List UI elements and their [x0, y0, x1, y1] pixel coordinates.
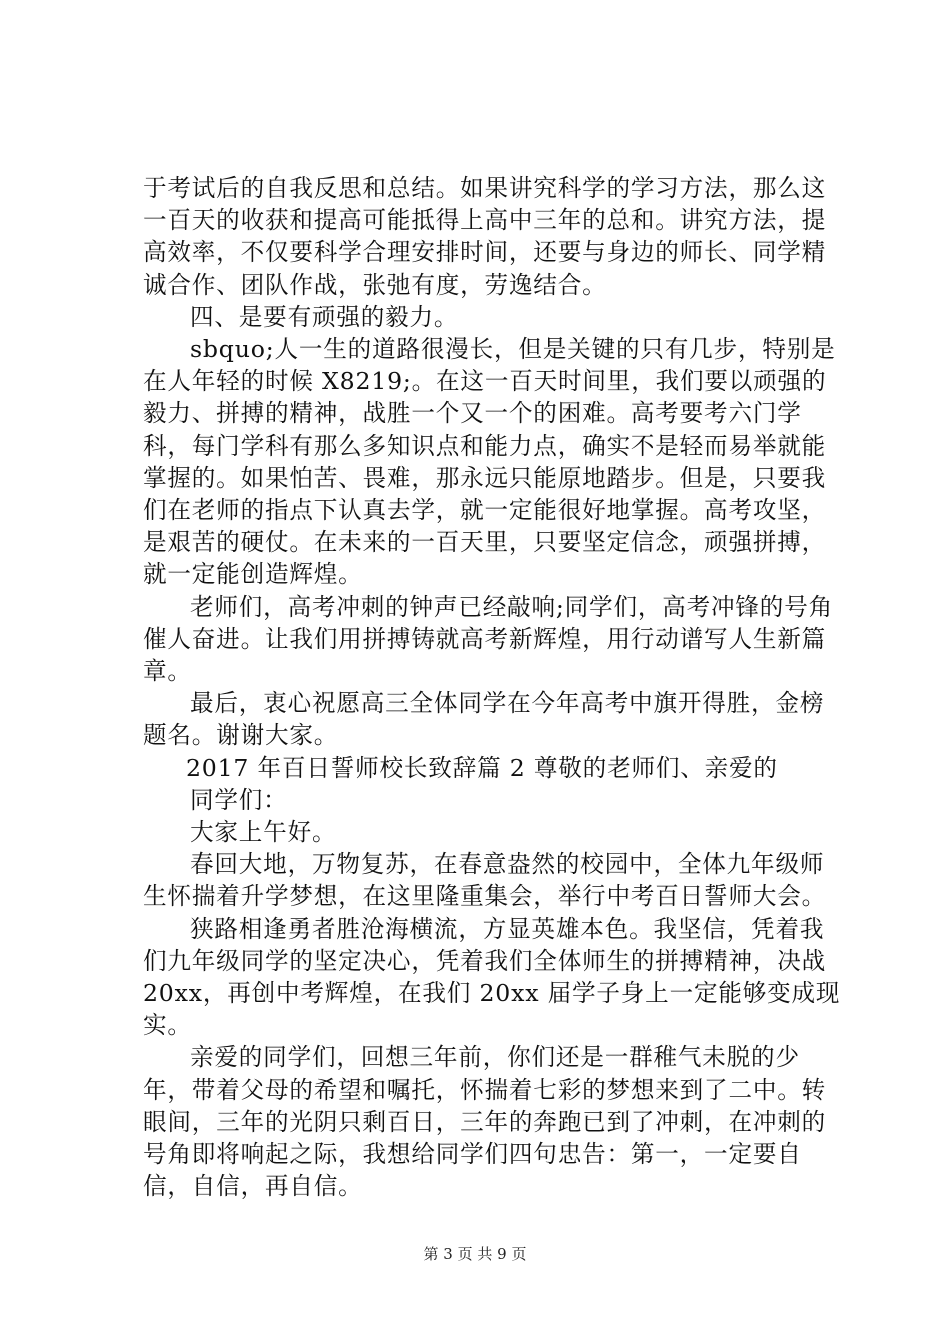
paragraph: sbquo;人一生的道路很漫长，但是关键的只有几步，特别是在人年轻的时候 X8219;。在这一百天时间里，我们要以顽强的毅力、拼搏的精神，战胜一个又一个的困难。高考要考六门学科，每门学科有那么多知识点和能力点，确实不是轻而易举就能掌握的。如果怕苦、畏难，那永远只能原地踏步。但是，只要我们在老师的指点下认真去学，就一定能很好地掌握。高考攻坚，是艰苦的硬仗。在未来的一百天里，只要坚定信念，顽强拼搏，就一定能创造辉煌。 — [143, 335, 836, 589]
article-title: 2017 年百日誓师校长致辞篇 2 尊敬的老师们、亲爱的 — [186, 753, 778, 782]
document-body — [143, 172, 843, 1203]
greeting: 大家上午好。 — [190, 818, 337, 847]
paragraph: 狭路相逢勇者胜沧海横流，方显英雄本色。我坚信，凭着我们九年级同学的坚定决心，凭着我们全体师生的拼搏精神，决战 20xx，再创中考辉煌，在我们 20xx 届学子身上一定能够变成现实。 — [143, 914, 841, 1040]
section-heading-four: 四、是要有顽强的毅力。 — [190, 302, 459, 331]
paragraph: 最后，衷心祝愿高三全体同学在今年高考中旗开得胜，金榜题名。谢谢大家。 — [143, 689, 825, 750]
salutation: 同学们： — [190, 785, 288, 814]
paragraph: 春回大地，万物复苏，在春意盎然的校园中，全体九年级师生怀揣着升学梦想，在这里隆重集会，举行中考百日誓师大会。 — [143, 850, 827, 911]
page-number-footer: 第 3 页 共 9 页 — [423, 1245, 527, 1263]
paragraph: 老师们，高考冲刺的钟声已经敲响;同学们，高考冲锋的号角催人奋进。让我们用拼搏铸就高考新辉煌，用行动谱写人生新篇章。 — [143, 592, 833, 686]
paragraph-continued: 于考试后的自我反思和总结。如果讲究科学的学习方法，那么这一百天的收获和提高可能抵得上高中三年的总和。讲究方法，提高效率，不仅要科学合理安排时间，还要与身边的师长、同学精诚合作、团队作战，张弛有度，劳逸结合。 — [143, 174, 827, 299]
paragraph: 亲爱的同学们，回想三年前，你们还是一群稚气未脱的少年，带着父母的希望和嘱托，怀揣着七彩的梦想来到了二中。转眼间，三年的光阴只剩百日，三年的奔跑已到了冲刺，在冲刺的号角即将响起之际，我想给同学们四句忠告：第一，一定要自信，自信，再自信。 — [143, 1043, 827, 1201]
